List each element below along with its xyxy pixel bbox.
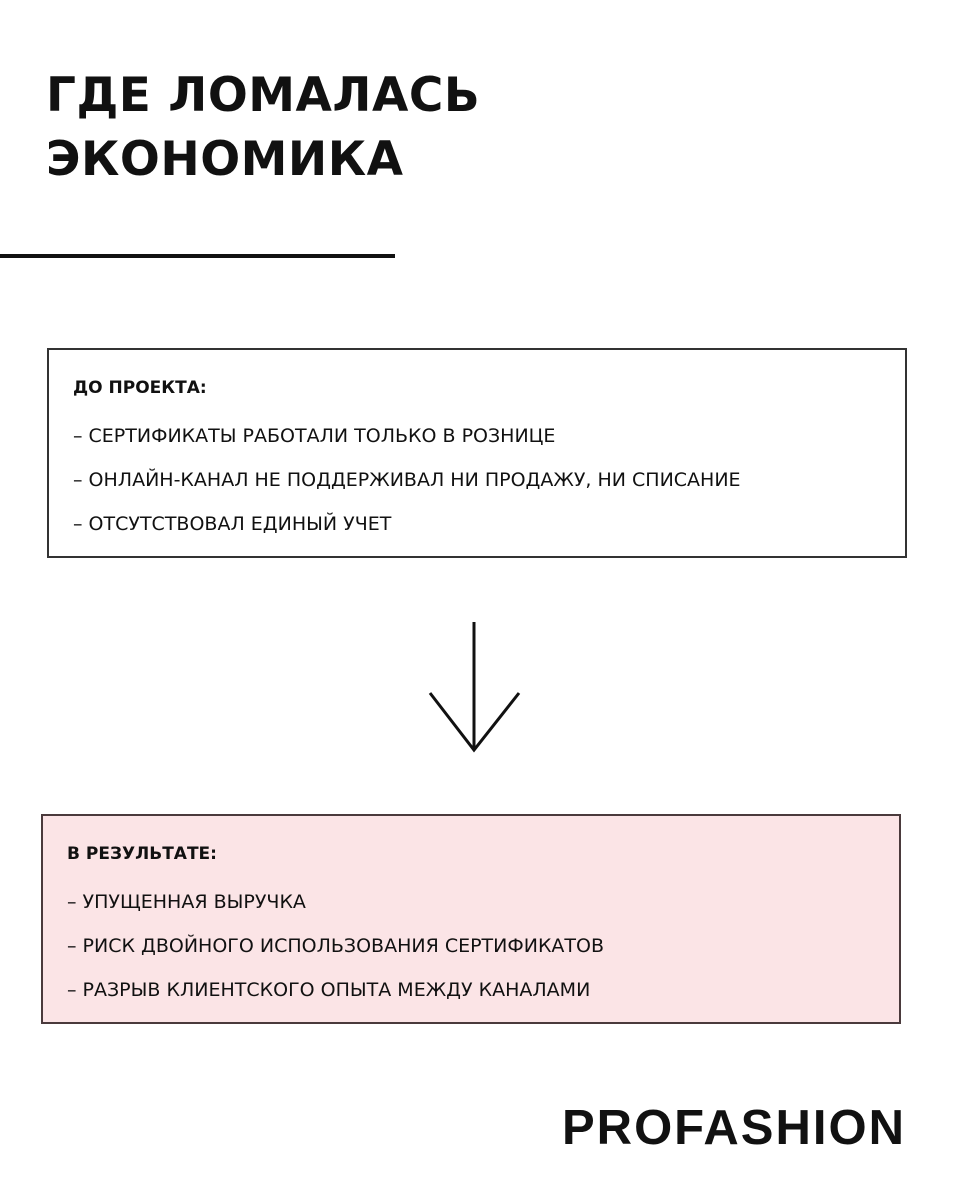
brand-logo: PROFASHION [562,1101,906,1155]
list-item: – СЕРТИФИКАТЫ РАБОТАЛИ ТОЛЬКО В РОЗНИЦЕ [73,425,556,447]
list-item: – УПУЩЕННАЯ ВЫРУЧКА [67,891,306,913]
result-heading: В РЕЗУЛЬТАТЕ: [67,844,217,864]
title-line-1: ГДЕ ЛОМАЛАСЬ [46,68,481,123]
before-heading: ДО ПРОЕКТА: [73,378,207,398]
title-line-2: ЭКОНОМИКА [46,132,404,187]
title-divider [0,254,395,258]
page-title [46,64,480,192]
list-item: – РАЗРЫВ КЛИЕНТСКОГО ОПЫТА МЕЖДУ КАНАЛАМИ [67,979,591,1001]
arrow-down-icon [420,615,530,760]
list-item: – ОТСУТСТВОВАЛ ЕДИНЫЙ УЧЕТ [73,513,392,535]
before-project-box [47,348,907,558]
list-item: – РИСК ДВОЙНОГО ИСПОЛЬЗОВАНИЯ СЕРТИФИКАТОВ [67,935,605,957]
result-box [41,814,901,1024]
list-item: – ОНЛАЙН-КАНАЛ НЕ ПОДДЕРЖИВАЛ НИ ПРОДАЖУ, НИ СПИСАНИЕ [73,469,741,491]
